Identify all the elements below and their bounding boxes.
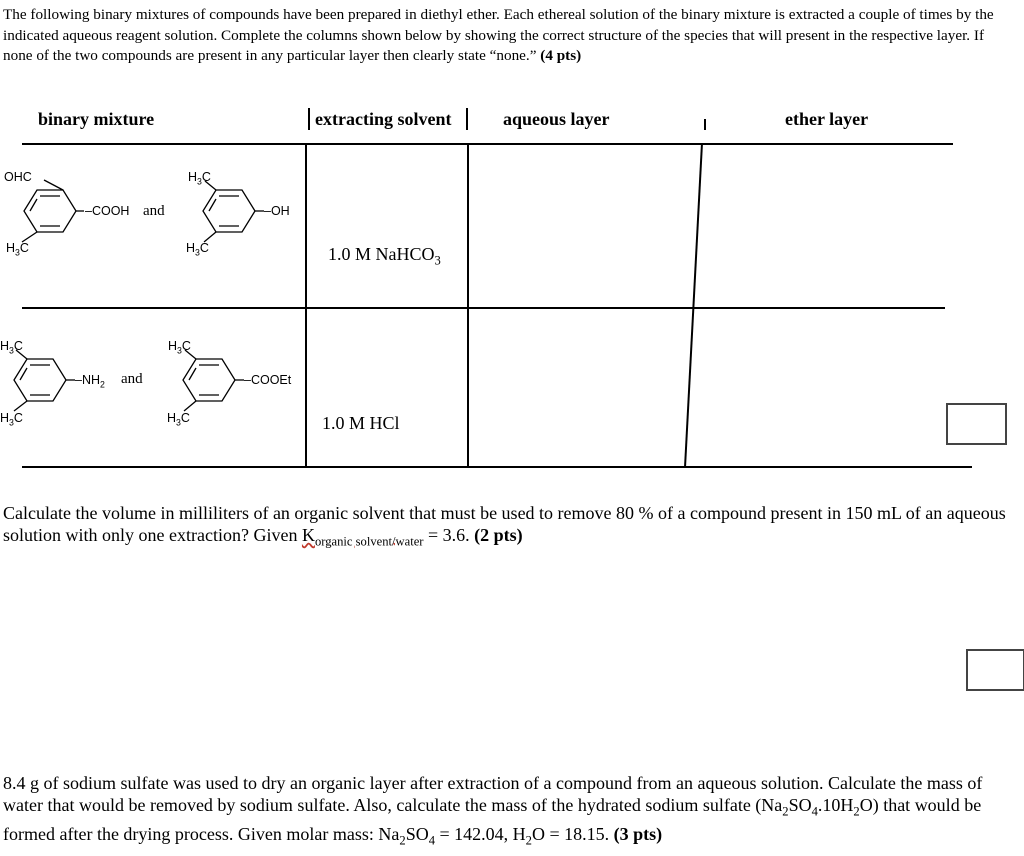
header-aqueous-layer: aqueous layer: [503, 109, 610, 129]
question-2-body: Calculate the volume in milliliters of an organic solvent that must be used to remove 80 % of a compound present in 150 mL of an aqueous solution with only one extraction? Given: [3, 503, 1006, 545]
mol-a-substituent-top: OHC: [4, 170, 32, 184]
mol-a-substituent-bottom: $H_3C$: [0, 411, 23, 428]
question-3-points: (3 pts): [613, 823, 663, 844]
mol-b-substituent-top: $H_3C$: [168, 339, 191, 356]
header-binary-mixture: binary mixture: [38, 109, 155, 129]
mol-b-substituent-bottom: $H_3C$: [167, 411, 190, 428]
answer-box[interactable]: [966, 649, 1024, 691]
mol-a-substituent-top: $H_3C$: [0, 339, 23, 356]
header-ether-layer: ether layer: [785, 109, 869, 129]
question-1-body: The following binary mixtures of compounds have been prepared in diethyl ether. Each ethereal solution of the binary mixture is extracted a couple of times by the indicated aqueous reagent solution. Complete the columns shown below by showing the correct structure of the species that will present in the respective layer. If none of the two compounds are present in any particular layer then clearly state “none.”: [3, 6, 994, 64]
table-rule: [22, 466, 972, 468]
mol-b-substituent-top: $H_3C$: [188, 170, 211, 187]
k-symbol: $K_{organic solvent/water}$: [301, 525, 424, 549]
and-label: and: [121, 371, 143, 387]
column-divider: [467, 143, 469, 468]
question-2-points: (2 pts): [474, 525, 523, 545]
solvent-label: 1.0 M HCl: [322, 413, 400, 433]
header-extracting-solvent: extracting solvent: [315, 109, 452, 129]
column-divider: [684, 143, 703, 468]
mol-b-substituent-bottom: $H_3C$: [186, 241, 209, 258]
mol-a-substituent-bottom: $H_3C$: [6, 241, 29, 258]
question-3-text: 8.4 g of sodium sulfate was used to dry an organic layer after extraction of a compound from an aqueous solution. Calculate the mass of water that would be removed by sodium sulfate. Also, calculate the mass of the hydrated sodium sulfate $(Na_2SO_4.10H_2O)$ that would be formed after the drying process. Given molar mass: $Na_2SO_4 = 142.04$, $H_2O = 18.15$. (3 pts): [3, 773, 983, 848]
and-label: and: [143, 203, 165, 219]
mol-a-substituent-right: –COOH: [85, 204, 130, 218]
benzene-ring-drawing: [0, 0, 310, 460]
mol-b-substituent-right: –COOEt: [244, 373, 292, 387]
mol-a-substituent-right: $-NH_2$: [75, 373, 105, 390]
solvent-label: 1.0 M NaHCO$_3$: [328, 244, 441, 268]
header-divider: [466, 108, 468, 130]
answer-box[interactable]: [946, 403, 1007, 445]
header-divider: [704, 119, 706, 130]
question-2-text: Calculate the volume in milliliters of an organic solvent that must be used to remove 80 % of a compound present in 150 mL of an aqueous solution with only one extraction? Given $K_{organic solvent/water} = 3.6$. (2 pts): [3, 503, 1006, 549]
mol-b-substituent-right: –OH: [264, 204, 290, 218]
question-1-points: (4 pts): [540, 47, 582, 64]
